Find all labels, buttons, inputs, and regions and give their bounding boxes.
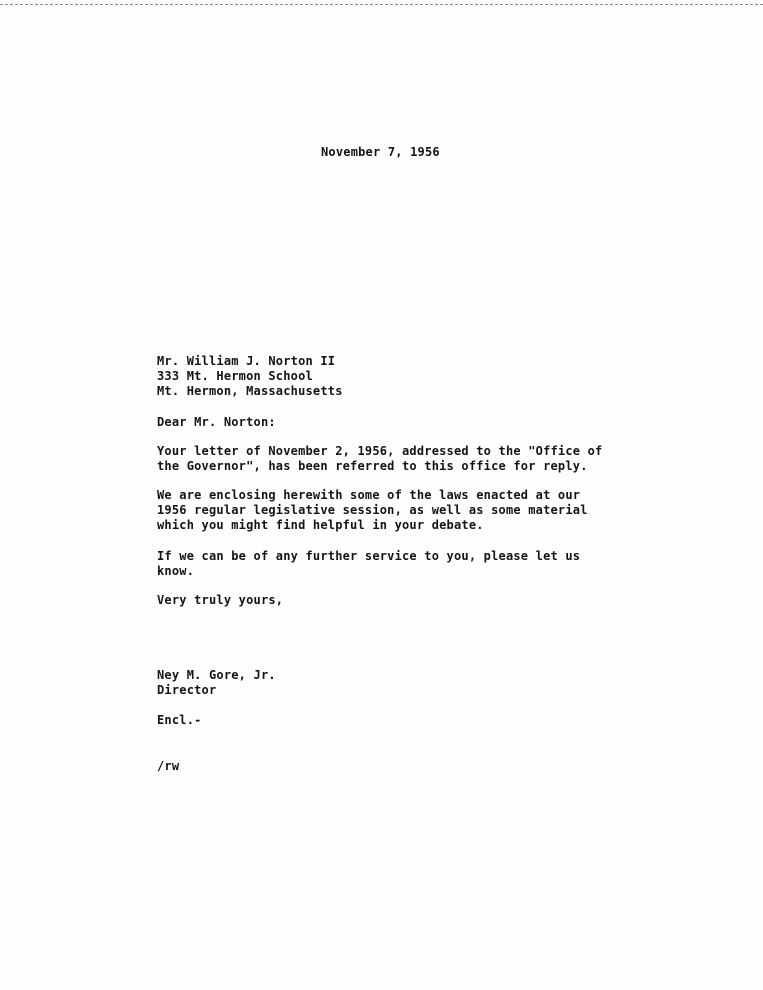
paragraph-2-line-2: 1956 regular legislative session, as well as some material [157, 503, 588, 517]
top-edge-rule [0, 4, 763, 5]
paragraph-2-line-3: which you might find helpful in your debate. [157, 518, 484, 532]
salutation: Dear Mr. Norton: [157, 415, 276, 429]
address-line-city: Mt. Hermon, Massachusetts [157, 384, 343, 398]
signer-title: Director [157, 683, 217, 697]
address-line-street: 333 Mt. Hermon School [157, 369, 313, 383]
paragraph-3-line-2: know. [157, 564, 195, 578]
paragraph-2-line-1: We are enclosing herewith some of the laws enacted at our [157, 488, 581, 502]
complimentary-closing: Very truly yours, [157, 593, 284, 607]
letter-date: November 7, 1956 [321, 145, 440, 159]
signer-name: Ney M. Gore, Jr. [157, 668, 276, 682]
paragraph-1-line-2: the Governor", has been referred to this office for reply. [157, 459, 588, 473]
typist-initials: /rw [157, 759, 180, 773]
paragraph-3-line-1: If we can be of any further service to you, please let us [157, 549, 581, 563]
paragraph-1-line-1: Your letter of November 2, 1956, addressed to the "Office of [157, 444, 603, 458]
address-line-name: Mr. William J. Norton II [157, 354, 336, 368]
enclosure-notation: Encl.- [157, 713, 202, 727]
